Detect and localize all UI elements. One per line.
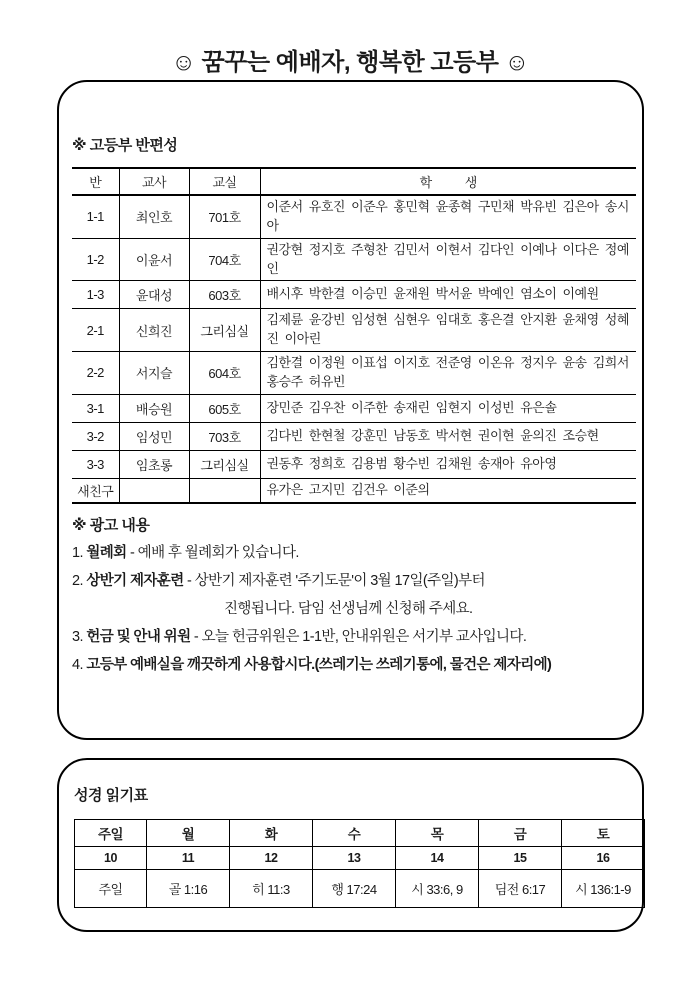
students-cell: 유가은 고지민 김건우 이준의 xyxy=(260,478,636,502)
room-cell: 703호 xyxy=(189,422,260,450)
room-cell: 605호 xyxy=(189,394,260,422)
room-cell xyxy=(189,478,260,502)
announcement-topic: 월례회 xyxy=(86,544,127,561)
bible-section-heading: 성경 읽기표 xyxy=(74,787,148,804)
students-cell: 장민준 김우찬 이주한 송재린 임현지 이성빈 유은솔 xyxy=(260,394,636,422)
announcement-item xyxy=(72,572,622,619)
roster-header-row xyxy=(72,168,636,195)
room-cell: 그리심실 xyxy=(189,450,260,478)
reading-cell: 행 17:24 xyxy=(313,870,396,908)
class-cell: 3-1 xyxy=(72,394,119,422)
reading-cell: 주일 xyxy=(75,870,147,908)
announcement-item xyxy=(72,544,622,563)
date-cell: 12 xyxy=(230,847,313,870)
room-cell: 그리심실 xyxy=(189,309,260,352)
students-cell: 김다빈 한현철 강훈민 남동호 박서현 권이현 윤의진 조승현 xyxy=(260,422,636,450)
teacher-cell: 윤대성 xyxy=(119,281,189,309)
room-cell: 603호 xyxy=(189,281,260,309)
table-row xyxy=(72,352,636,395)
room-cell: 701호 xyxy=(189,195,260,238)
table-row xyxy=(72,394,636,422)
class-cell: 2-2 xyxy=(72,352,119,395)
col-header-class: 반 xyxy=(72,168,119,195)
announcement-number: 4. xyxy=(72,656,83,673)
reading-cell: 히 11:3 xyxy=(230,870,313,908)
table-row xyxy=(72,281,636,309)
col-header-teacher: 교사 xyxy=(119,168,189,195)
reading-cell: 시 33:6, 9 xyxy=(396,870,479,908)
date-cell: 16 xyxy=(562,847,645,870)
reading-cell: 골 1:16 xyxy=(147,870,230,908)
table-row xyxy=(72,422,636,450)
teacher-cell xyxy=(119,478,189,502)
students-cell: 이준서 유호진 이준우 홍민혁 윤종혁 구민채 박유빈 김은아 송시아 xyxy=(260,195,636,238)
weekday-cell: 목 xyxy=(396,820,479,847)
readings-row xyxy=(75,870,645,908)
bible-reading-table xyxy=(74,819,645,908)
teacher-cell: 이윤서 xyxy=(119,238,189,281)
table-row xyxy=(72,238,636,281)
class-cell: 3-3 xyxy=(72,450,119,478)
date-cell: 10 xyxy=(75,847,147,870)
teacher-cell: 신희진 xyxy=(119,309,189,352)
weekday-cell: 화 xyxy=(230,820,313,847)
teacher-cell: 배승원 xyxy=(119,394,189,422)
announcement-topic: 고등부 예배실을 깨끗하게 사용합시다.(쓰레기는 쓰레기통에, 물건은 제자리에) xyxy=(86,656,552,673)
announcement-number: 3. xyxy=(72,628,83,645)
weekday-cell: 토 xyxy=(562,820,645,847)
table-row xyxy=(72,309,636,352)
table-row xyxy=(72,195,636,238)
students-cell: 권강현 정지호 주형찬 김민서 이현서 김다인 이예나 이다은 정예인 xyxy=(260,238,636,281)
class-cell: 2-1 xyxy=(72,309,119,352)
weekday-cell: 금 xyxy=(479,820,562,847)
table-row xyxy=(72,478,636,502)
announcements-list xyxy=(72,544,622,675)
weekday-cell: 주일 xyxy=(75,820,147,847)
announcement-number: 1. xyxy=(72,544,83,561)
teacher-cell: 임성민 xyxy=(119,422,189,450)
announcement-number: 2. xyxy=(72,572,83,589)
col-header-room: 교실 xyxy=(189,168,260,195)
announcement-topic: 헌금 및 안내 위원 xyxy=(86,628,191,645)
date-cell: 14 xyxy=(396,847,479,870)
announcement-topic: 상반기 제자훈련 xyxy=(86,572,184,589)
students-cell: 권동후 정희호 김용범 황수빈 김채원 송재아 유아영 xyxy=(260,450,636,478)
bible-reading-box xyxy=(57,758,644,932)
students-cell: 배시후 박한결 이승민 윤재원 박서윤 박예인 염소이 이예원 xyxy=(260,281,636,309)
room-cell: 604호 xyxy=(189,352,260,395)
teacher-cell: 최인호 xyxy=(119,195,189,238)
date-cell: 11 xyxy=(147,847,230,870)
date-cell: 13 xyxy=(313,847,396,870)
class-cell: 3-2 xyxy=(72,422,119,450)
table-row xyxy=(72,450,636,478)
class-cell: 1-3 xyxy=(72,281,119,309)
announcement-continuation: 진행됩니다. 담임 선생님께 신청해 주세요. xyxy=(224,600,473,617)
weekday-cell: 월 xyxy=(147,820,230,847)
students-cell: 김한결 이정원 이표섭 이지호 전준영 이온유 정지우 윤송 김희서 홍승주 허유빈 xyxy=(260,352,636,395)
class-cell: 새친구 xyxy=(72,478,119,502)
weekday-cell: 수 xyxy=(313,820,396,847)
students-cell: 김제륜 윤강빈 임성현 심현우 임대호 홍은결 안지환 윤채영 성혜진 이아린 xyxy=(260,309,636,352)
class-cell: 1-2 xyxy=(72,238,119,281)
class-roster-table xyxy=(72,167,636,504)
teacher-cell: 서지슬 xyxy=(119,352,189,395)
teacher-cell: 임초롱 xyxy=(119,450,189,478)
col-header-students: 학 생 xyxy=(260,168,636,195)
reading-cell: 시 136:1-9 xyxy=(562,870,645,908)
weekday-header-row xyxy=(75,820,645,847)
roster-section-heading: ※ 고등부 반편성 xyxy=(72,137,178,154)
announcement-text: - 상반기 제자훈련 '주기도문'이 3월 17일(주일)부터 xyxy=(183,572,485,589)
announcement-text: - 예배 후 월례회가 있습니다. xyxy=(126,544,299,561)
page-title: ☺ 꿈꾸는 예배자, 행복한 고등부 ☺ xyxy=(171,49,529,76)
dates-row xyxy=(75,847,645,870)
date-cell: 15 xyxy=(479,847,562,870)
announcements-heading: ※ 광고 내용 xyxy=(72,516,150,534)
announcement-item xyxy=(72,656,622,675)
class-cell: 1-1 xyxy=(72,195,119,238)
announcement-text: - 오늘 헌금위원은 1-1반, 안내위원은 서기부 교사입니다. xyxy=(190,628,527,645)
announcement-item xyxy=(72,628,622,647)
room-cell: 704호 xyxy=(189,238,260,281)
roster-announcements-box xyxy=(57,80,644,740)
reading-cell: 딤전 6:17 xyxy=(479,870,562,908)
